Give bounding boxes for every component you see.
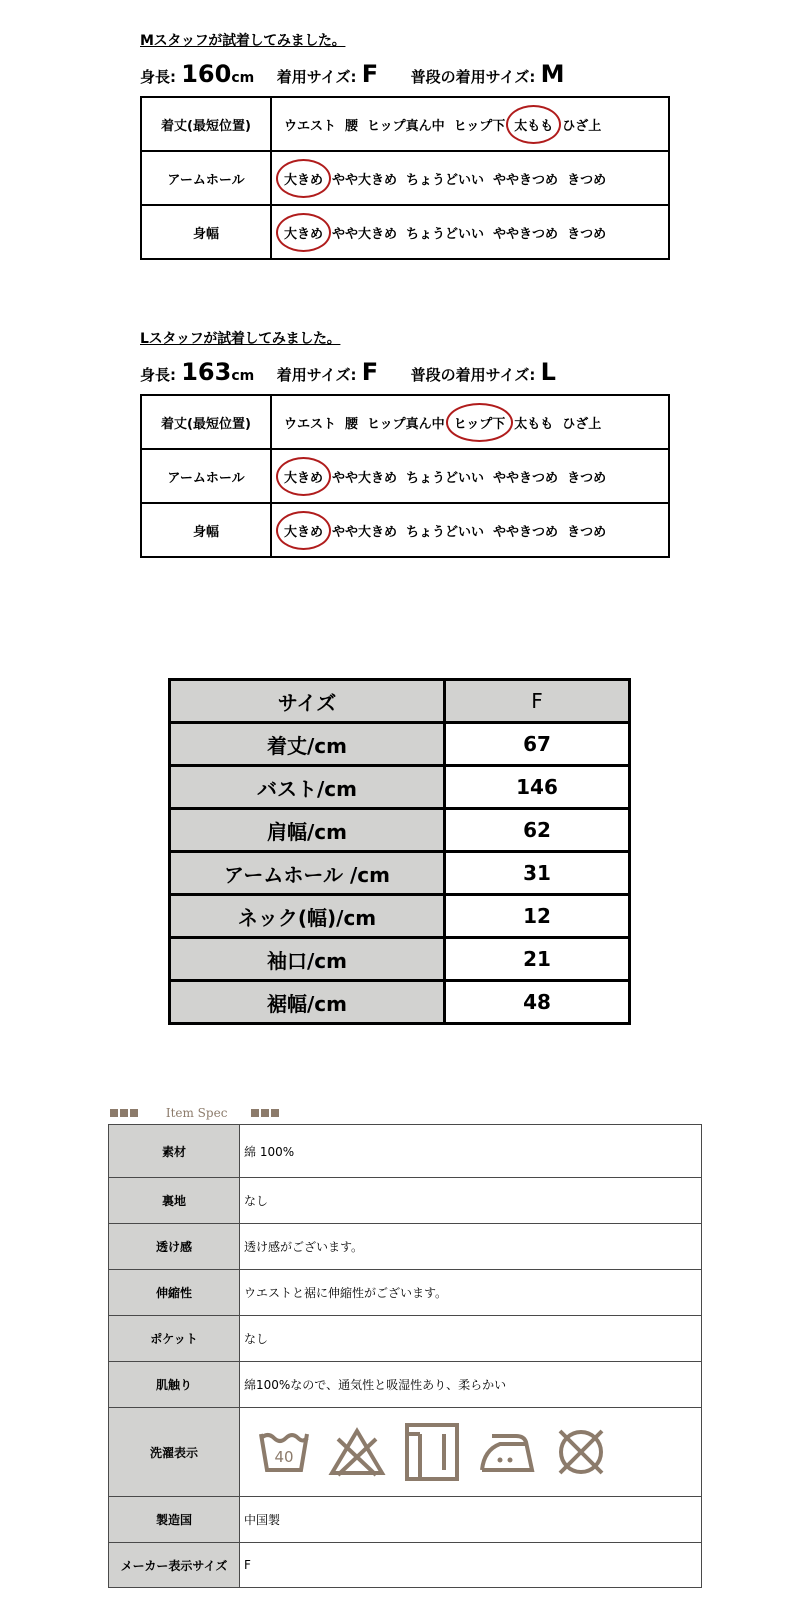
- spec-row: [109, 1178, 702, 1224]
- fit-option: ひざ上: [562, 416, 602, 432]
- fit-option-selected: 大きめ: [284, 223, 323, 242]
- size-header-label: サイズ: [170, 680, 445, 723]
- usual-size-value: L: [540, 358, 556, 386]
- spec-row: [109, 1270, 702, 1316]
- fit-row-label: 着丈(最短位置): [141, 395, 271, 449]
- fit-row-label: 着丈(最短位置): [141, 97, 271, 151]
- spec-row: [109, 1125, 702, 1178]
- fit-row-label: 身幅: [141, 205, 271, 259]
- spec-row-value: F: [240, 1543, 702, 1588]
- fit-option: ヒップ真ん中: [367, 416, 445, 432]
- spec-row-label: 透け感: [109, 1224, 240, 1270]
- fit-option: ヒップ下: [453, 118, 506, 134]
- fit-option: ややきつめ: [493, 226, 559, 242]
- spec-row-label: 裏地: [109, 1178, 240, 1224]
- fit-option: やや大きめ: [332, 524, 398, 540]
- size-row-label: 裾幅/cm: [170, 981, 445, 1024]
- fit-row: [141, 449, 669, 503]
- fit-row: [141, 151, 669, 205]
- fit-option: きつめ: [567, 172, 607, 188]
- size-header-value: F: [445, 680, 630, 723]
- spec-row: [109, 1362, 702, 1408]
- spec-row-label: 肌触り: [109, 1362, 240, 1408]
- fit-option-selected: ヒップ下: [454, 413, 506, 432]
- size-row-label: アームホール /cm: [170, 852, 445, 895]
- fit-option: 腰: [345, 416, 359, 432]
- fit-option: 腰: [345, 118, 359, 134]
- fit-option-selected: 大きめ: [284, 467, 323, 486]
- square-bullet-icon: [271, 1109, 279, 1117]
- wear-size-value: F: [361, 358, 379, 386]
- spec-row-value: 綿100%なので、通気性と吸湿性あり、柔らかい: [240, 1362, 702, 1408]
- fit-option: ややきつめ: [493, 172, 559, 188]
- fit-row: [141, 395, 669, 449]
- fit-row-label: アームホール: [141, 449, 271, 503]
- spec-row: [109, 1543, 702, 1588]
- size-row-value: 12: [445, 895, 630, 938]
- fit-option: ひざ上: [562, 118, 602, 134]
- fit-option: ちょうどいい: [406, 524, 485, 540]
- size-row-value: 62: [445, 809, 630, 852]
- staff-fitting-m: [140, 30, 670, 260]
- iron-low-icon: [478, 1430, 536, 1474]
- fit-option: やや大きめ: [332, 470, 398, 486]
- fit-option: やや大きめ: [332, 226, 398, 242]
- fit-option: やや大きめ: [332, 172, 398, 188]
- size-table-header: [170, 680, 630, 723]
- spec-row: [109, 1497, 702, 1543]
- spec-row-value: 中国製: [240, 1497, 702, 1543]
- wear-size-label: 着用サイズ:: [276, 366, 357, 384]
- fit-option: ちょうどいい: [406, 226, 485, 242]
- size-row-value: 21: [445, 938, 630, 981]
- spec-row-label: 製造国: [109, 1497, 240, 1543]
- fit-option: 太もも: [514, 416, 554, 432]
- size-row-label: バスト/cm: [170, 766, 445, 809]
- usual-size-label: 普段の着用サイズ:: [410, 68, 536, 86]
- size-row: [170, 766, 630, 809]
- fit-option: ちょうどいい: [406, 470, 485, 486]
- fit-row-label: アームホール: [141, 151, 271, 205]
- fit-option: ややきつめ: [493, 524, 559, 540]
- square-bullet-icon: [261, 1109, 269, 1117]
- fit-table: [140, 96, 670, 260]
- fit-options: [271, 151, 669, 205]
- fit-row-label: 身幅: [141, 503, 271, 557]
- wear-size-value: F: [361, 60, 379, 88]
- usual-size-label: 普段の着用サイズ:: [410, 366, 536, 384]
- square-bullet-icon: [251, 1109, 259, 1117]
- staff-info: [140, 60, 670, 88]
- spec-row: [109, 1408, 702, 1497]
- fit-option: ややきつめ: [493, 470, 559, 486]
- fit-option: ウエスト: [284, 416, 337, 432]
- staff-info: [140, 358, 670, 386]
- spec-row-value: ウエストと裾に伸縮性がございます。: [240, 1270, 702, 1316]
- size-row-label: ネック(幅)/cm: [170, 895, 445, 938]
- fit-option: ちょうどいい: [406, 172, 485, 188]
- height-unit: cm: [231, 70, 255, 86]
- square-bullet-icon: [110, 1109, 118, 1117]
- spec-row-label: ポケット: [109, 1316, 240, 1362]
- height-value: 160: [181, 60, 232, 88]
- item-spec-title-text: Item Spec: [165, 1106, 228, 1120]
- usual-size-value: M: [540, 60, 565, 88]
- square-bullet-icon: [120, 1109, 128, 1117]
- spec-row-value: なし: [240, 1316, 702, 1362]
- staff-heading: Lスタッフが試着してみました。: [140, 331, 341, 347]
- spec-row-value: 透け感がございます。: [240, 1224, 702, 1270]
- no-tumble-dry-icon: [554, 1425, 608, 1479]
- fit-options: [271, 449, 669, 503]
- item-spec-title: [110, 1106, 281, 1120]
- height-value: 163: [181, 358, 232, 386]
- spec-row-label: 伸縮性: [109, 1270, 240, 1316]
- size-row-value: 67: [445, 723, 630, 766]
- spec-row-value: 綿 100%: [240, 1125, 702, 1178]
- fit-option: ウエスト: [284, 118, 337, 134]
- height-label: 身長:: [140, 366, 176, 384]
- staff-fitting-l: [140, 328, 670, 558]
- size-row-value: 48: [445, 981, 630, 1024]
- fit-option-selected: 大きめ: [284, 169, 323, 188]
- spec-row-label: 洗濯表示: [109, 1408, 240, 1497]
- size-table: [168, 678, 631, 1025]
- fit-option: ヒップ真ん中: [367, 118, 445, 134]
- fit-option: きつめ: [567, 226, 607, 242]
- size-row: [170, 981, 630, 1024]
- fit-option-selected: 太もも: [514, 115, 553, 134]
- spec-row-value: なし: [240, 1178, 702, 1224]
- size-row: [170, 852, 630, 895]
- fit-table: [140, 394, 670, 558]
- hang-dry-icon: [404, 1422, 460, 1482]
- staff-heading: Mスタッフが試着してみました。: [140, 33, 346, 49]
- wash-40-icon: [258, 1428, 310, 1476]
- size-row-label: 着丈/cm: [170, 723, 445, 766]
- fit-options: [271, 395, 669, 449]
- spec-row: [109, 1224, 702, 1270]
- fit-options: [271, 97, 669, 151]
- fit-option-selected: 大きめ: [284, 521, 323, 540]
- height-label: 身長:: [140, 68, 176, 86]
- size-row-label: 肩幅/cm: [170, 809, 445, 852]
- height-unit: cm: [231, 368, 255, 384]
- size-row: [170, 895, 630, 938]
- size-row: [170, 938, 630, 981]
- fit-row: [141, 503, 669, 557]
- spec-row-label: メーカー表示サイズ: [109, 1543, 240, 1588]
- fit-options: [271, 205, 669, 259]
- care-label-icons: [240, 1408, 702, 1497]
- fit-row: [141, 205, 669, 259]
- fit-row: [141, 97, 669, 151]
- square-bullet-icon: [130, 1109, 138, 1117]
- item-spec-table: [108, 1124, 702, 1588]
- size-row-value: 146: [445, 766, 630, 809]
- spec-row: [109, 1316, 702, 1362]
- size-row-label: 袖口/cm: [170, 938, 445, 981]
- svg-text:40: 40: [274, 1448, 294, 1466]
- fit-option: きつめ: [567, 524, 607, 540]
- fit-option: きつめ: [567, 470, 607, 486]
- wear-size-label: 着用サイズ:: [276, 68, 357, 86]
- fit-options: [271, 503, 669, 557]
- no-bleach-icon: [328, 1427, 386, 1477]
- size-row: [170, 723, 630, 766]
- spec-row-label: 素材: [109, 1125, 240, 1178]
- size-row-value: 31: [445, 852, 630, 895]
- size-row: [170, 809, 630, 852]
